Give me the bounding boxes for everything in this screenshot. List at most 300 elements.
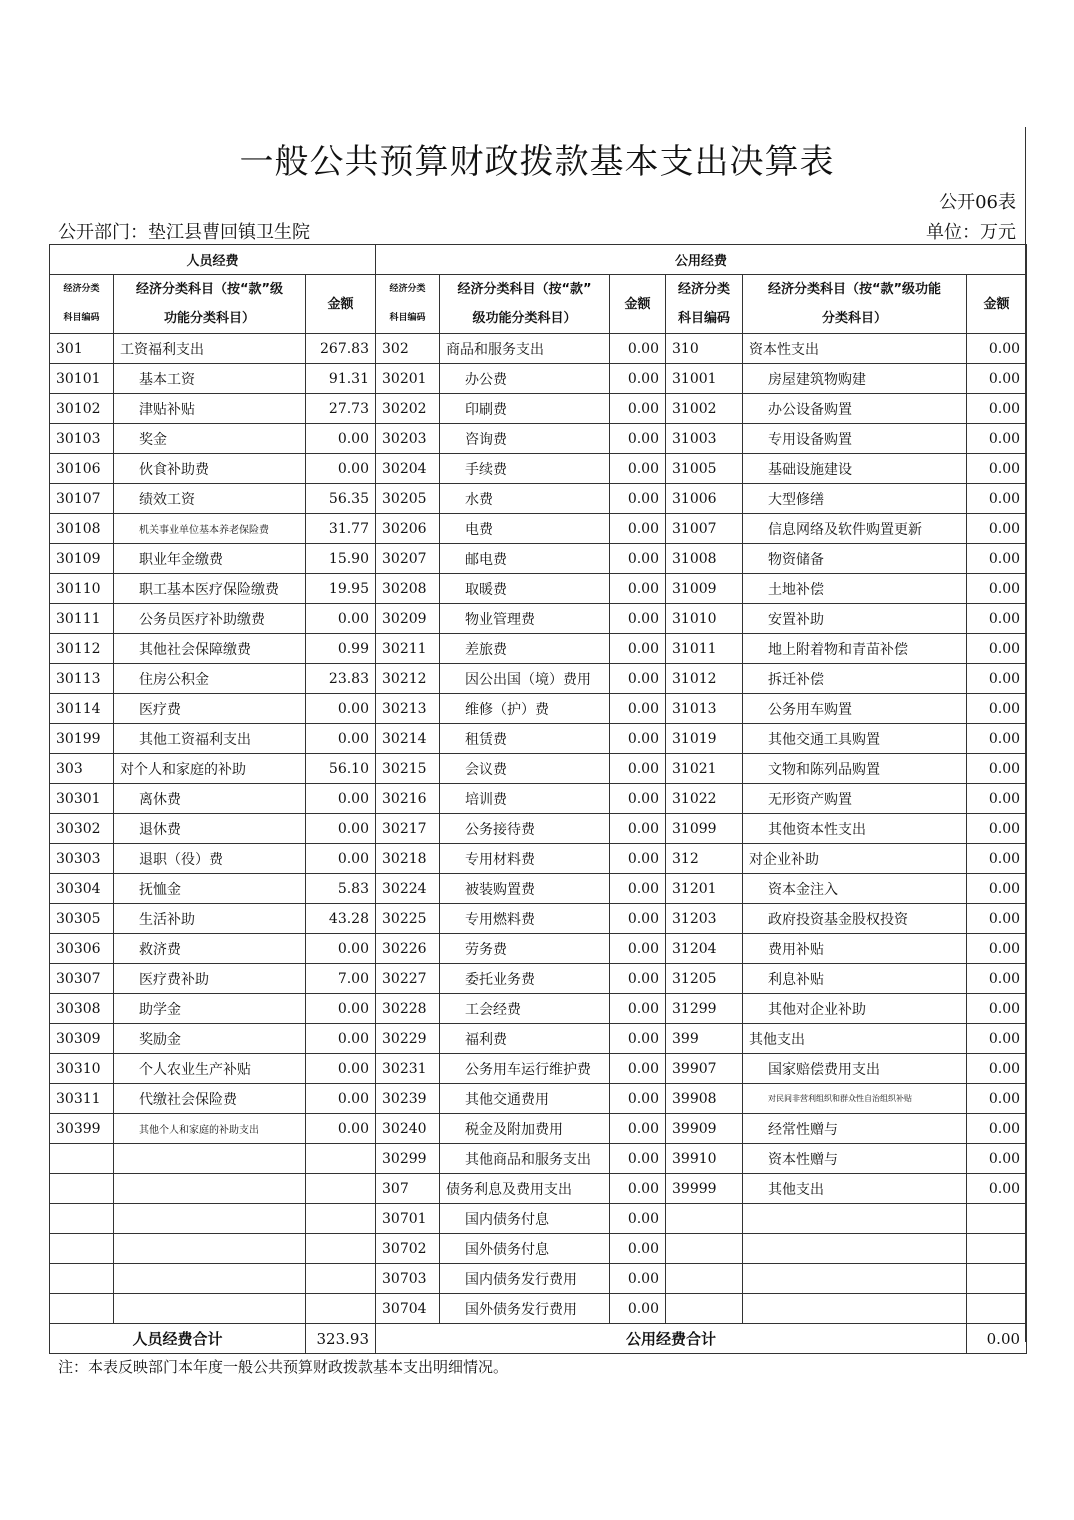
cell-amount: [306, 1264, 376, 1294]
cell-amount: 0.00: [967, 664, 1027, 694]
table-row: [50, 1114, 1027, 1144]
cell-name: 个人农业生产补贴: [114, 1054, 306, 1084]
cell-name: 取暖费: [440, 574, 610, 604]
cell-name: 退休费: [114, 814, 306, 844]
cell-code: 30103: [50, 424, 114, 454]
cell-name: 职工基本医疗保险缴费: [114, 574, 306, 604]
cell-code: 30107: [50, 484, 114, 514]
cell-amount: 0.00: [967, 1084, 1027, 1114]
cell-code: 30703: [376, 1264, 440, 1294]
cell-amount: 0.00: [610, 604, 666, 634]
cell-amount: 19.95: [306, 574, 376, 604]
table-row: [50, 1204, 1027, 1234]
cell-name: 工资福利支出: [114, 334, 306, 364]
cell-code: 30112: [50, 634, 114, 664]
cell-code: 30215: [376, 754, 440, 784]
cell-code: 31099: [666, 814, 743, 844]
cell-name: 绩效工资: [114, 484, 306, 514]
cell-code: 39908: [666, 1084, 743, 1114]
cell-name: [114, 1264, 306, 1294]
cell-code: 39999: [666, 1174, 743, 1204]
cell-amount: [306, 1174, 376, 1204]
cell-code: 31019: [666, 724, 743, 754]
cell-name: 其他交通工具购置: [743, 724, 967, 754]
cell-amount: 0.00: [610, 1084, 666, 1114]
cell-amount: 0.00: [967, 874, 1027, 904]
cell-amount: 0.00: [610, 634, 666, 664]
cell-amount: 0.00: [967, 334, 1027, 364]
cell-code: 30206: [376, 514, 440, 544]
cell-amount: 0.00: [610, 1174, 666, 1204]
cell-code: 30205: [376, 484, 440, 514]
cell-amount: 5.83: [306, 874, 376, 904]
cell-name: 公务接待费: [440, 814, 610, 844]
table-row: [50, 784, 1027, 814]
cell-amount: 23.83: [306, 664, 376, 694]
cell-code: [50, 1234, 114, 1264]
cell-amount: 0.00: [967, 394, 1027, 424]
cell-name: 水费: [440, 484, 610, 514]
table-row: [50, 364, 1027, 394]
cell-name: 差旅费: [440, 634, 610, 664]
cell-amount: 15.90: [306, 544, 376, 574]
cell-code: 301: [50, 334, 114, 364]
cell-name: 其他资本性支出: [743, 814, 967, 844]
cell-code: 30101: [50, 364, 114, 394]
cell-amount: 0.00: [306, 454, 376, 484]
cell-amount: 0.00: [610, 844, 666, 874]
table-row: [50, 874, 1027, 904]
cell-amount: 0.00: [306, 724, 376, 754]
cell-amount: 0.00: [610, 664, 666, 694]
cell-name: 其他个人和家庭的补助支出: [114, 1114, 306, 1144]
table-row: [50, 664, 1027, 694]
cell-code: 30202: [376, 394, 440, 424]
cell-code: 30201: [376, 364, 440, 394]
cell-amount: 0.00: [610, 754, 666, 784]
cell-amount: 0.00: [967, 1024, 1027, 1054]
cell-amount: 0.00: [967, 604, 1027, 634]
cell-name: 资本金注入: [743, 874, 967, 904]
cell-name: 信息网络及软件购置更新: [743, 514, 967, 544]
cell-amount: 0.00: [306, 424, 376, 454]
cell-name: 国外债务付息: [440, 1234, 610, 1264]
code-header: 经济分类 科目编码: [50, 275, 114, 334]
cell-name: 助学金: [114, 994, 306, 1024]
cell-code: 30228: [376, 994, 440, 1024]
cell-amount: 7.00: [306, 964, 376, 994]
cell-name: 大型修缮: [743, 484, 967, 514]
cell-code: 39907: [666, 1054, 743, 1084]
cell-name: 经常性赠与: [743, 1114, 967, 1144]
cell-name: 机关事业单位基本养老保险费: [114, 514, 306, 544]
cell-code: [50, 1204, 114, 1234]
cell-name: 其他工资福利支出: [114, 724, 306, 754]
cell-code: 30239: [376, 1084, 440, 1114]
cell-amount: 0.00: [967, 814, 1027, 844]
table-row: [50, 514, 1027, 544]
cell-amount: 91.31: [306, 364, 376, 394]
cell-name: 税金及附加费用: [440, 1114, 610, 1144]
table-row: [50, 964, 1027, 994]
cell-code: 30225: [376, 904, 440, 934]
name-header: 经济分类科目（按“款”级功能 分类科目）: [743, 275, 967, 334]
cell-amount: 0.00: [967, 1054, 1027, 1084]
code-header: 经济分类 科目编码: [666, 275, 743, 334]
cell-name: 住房公积金: [114, 664, 306, 694]
cell-code: 30305: [50, 904, 114, 934]
cell-amount: 0.00: [610, 1234, 666, 1264]
cell-code: [666, 1234, 743, 1264]
cell-name: 手续费: [440, 454, 610, 484]
cell-code: 31022: [666, 784, 743, 814]
cell-amount: 0.00: [610, 964, 666, 994]
cell-amount: 0.99: [306, 634, 376, 664]
cell-code: 31010: [666, 604, 743, 634]
cell-code: [50, 1174, 114, 1204]
cell-code: 30311: [50, 1084, 114, 1114]
cell-name: 劳务费: [440, 934, 610, 964]
cell-code: 31002: [666, 394, 743, 424]
cell-amount: [967, 1294, 1027, 1324]
cell-name: 委托业务费: [440, 964, 610, 994]
cell-name: 其他交通费用: [440, 1084, 610, 1114]
cell-name: 其他支出: [743, 1174, 967, 1204]
cell-amount: 0.00: [306, 604, 376, 634]
cell-amount: [967, 1204, 1027, 1234]
cell-code: 30203: [376, 424, 440, 454]
cell-name: [114, 1204, 306, 1234]
cell-code: 30702: [376, 1234, 440, 1264]
table-row: [50, 754, 1027, 784]
cell-code: 31013: [666, 694, 743, 724]
cell-code: 39909: [666, 1114, 743, 1144]
table-row: [50, 814, 1027, 844]
cell-amount: 0.00: [610, 1054, 666, 1084]
expenditure-table: [49, 244, 1027, 1354]
cell-amount: 0.00: [306, 814, 376, 844]
cell-name: 生活补助: [114, 904, 306, 934]
cell-amount: 0.00: [610, 364, 666, 394]
table-row: [50, 424, 1027, 454]
cell-amount: [967, 1264, 1027, 1294]
cell-name: 救济费: [114, 934, 306, 964]
table-row: [50, 1264, 1027, 1294]
cell-code: 31009: [666, 574, 743, 604]
cell-name: [743, 1204, 967, 1234]
cell-code: 31201: [666, 874, 743, 904]
cell-name: 对个人和家庭的补助: [114, 754, 306, 784]
cell-amount: 0.00: [306, 784, 376, 814]
cell-amount: [967, 1234, 1027, 1264]
code-header: 经济分类 科目编码: [376, 275, 440, 334]
cell-code: 30240: [376, 1114, 440, 1144]
cell-name: 办公设备购置: [743, 394, 967, 424]
amount-header: 金额: [610, 275, 666, 334]
cell-name: 工会经费: [440, 994, 610, 1024]
cell-code: 31007: [666, 514, 743, 544]
cell-name: 地上附着物和青苗补偿: [743, 634, 967, 664]
cell-amount: 0.00: [967, 364, 1027, 394]
cell-code: 39910: [666, 1144, 743, 1174]
cell-amount: 0.00: [610, 1264, 666, 1294]
table-row: [50, 334, 1027, 364]
cell-amount: 0.00: [610, 724, 666, 754]
cell-amount: 0.00: [610, 784, 666, 814]
cell-amount: 0.00: [967, 694, 1027, 724]
cell-code: 31299: [666, 994, 743, 1024]
cell-amount: 0.00: [610, 994, 666, 1024]
cell-code: 307: [376, 1174, 440, 1204]
cell-amount: [306, 1234, 376, 1264]
cell-amount: 0.00: [967, 904, 1027, 934]
cell-amount: 0.00: [967, 784, 1027, 814]
cell-code: 30114: [50, 694, 114, 724]
cell-code: 30299: [376, 1144, 440, 1174]
cell-name: 福利费: [440, 1024, 610, 1054]
cell-code: 30227: [376, 964, 440, 994]
table-row: [50, 1024, 1027, 1054]
cell-name: 其他支出: [743, 1024, 967, 1054]
cell-name: 租赁费: [440, 724, 610, 754]
table-row: [50, 574, 1027, 604]
cell-name: 伙食补助费: [114, 454, 306, 484]
personnel-total-amount: 323.93: [306, 1324, 376, 1354]
cell-amount: 0.00: [610, 814, 666, 844]
cell-code: 31008: [666, 544, 743, 574]
cell-amount: 56.35: [306, 484, 376, 514]
cell-code: 30208: [376, 574, 440, 604]
cell-code: 30109: [50, 544, 114, 574]
cell-code: 30231: [376, 1054, 440, 1084]
cell-name: 资本性赠与: [743, 1144, 967, 1174]
cell-name: [743, 1234, 967, 1264]
cell-amount: 0.00: [967, 454, 1027, 484]
table-row: [50, 604, 1027, 634]
name-header: 经济分类科目（按“款”级 功能分类科目）: [114, 275, 306, 334]
cell-code: 30302: [50, 814, 114, 844]
cell-name: 债务利息及费用支出: [440, 1174, 610, 1204]
cell-code: 30309: [50, 1024, 114, 1054]
cell-amount: 0.00: [306, 1024, 376, 1054]
cell-amount: 0.00: [306, 694, 376, 724]
cell-name: 电费: [440, 514, 610, 544]
cell-code: 30212: [376, 664, 440, 694]
cell-name: 利息补贴: [743, 964, 967, 994]
cell-amount: 0.00: [610, 694, 666, 724]
cell-code: 30207: [376, 544, 440, 574]
cell-name: 公务用车运行维护费: [440, 1054, 610, 1084]
cell-code: 30113: [50, 664, 114, 694]
table-row: [50, 544, 1027, 574]
cell-name: 公务员医疗补助缴费: [114, 604, 306, 634]
cell-amount: 0.00: [306, 934, 376, 964]
cell-code: 302: [376, 334, 440, 364]
cell-amount: 267.83: [306, 334, 376, 364]
cell-name: 对民间非营利组织和群众性自治组织补贴: [743, 1084, 967, 1114]
cell-name: 会议费: [440, 754, 610, 784]
cell-code: 31204: [666, 934, 743, 964]
cell-name: [114, 1144, 306, 1174]
cell-code: [666, 1204, 743, 1234]
cell-name: 离休费: [114, 784, 306, 814]
cell-name: 物资储备: [743, 544, 967, 574]
cell-code: 30399: [50, 1114, 114, 1144]
cell-amount: 56.10: [306, 754, 376, 784]
cell-name: 国外债务发行费用: [440, 1294, 610, 1324]
cell-amount: 0.00: [967, 634, 1027, 664]
public-group-header: 公用经费: [376, 245, 1027, 275]
amount-header: 金额: [967, 275, 1027, 334]
footnote: 注：本表反映部门本年度一般公共预算财政拨款基本支出明细情况。: [58, 1358, 509, 1376]
column-header-row: [50, 275, 1027, 334]
cell-amount: 0.00: [967, 754, 1027, 784]
form-code: 公开06表: [939, 192, 1016, 213]
cell-amount: 0.00: [967, 544, 1027, 574]
cell-amount: 0.00: [967, 424, 1027, 454]
cell-name: 抚恤金: [114, 874, 306, 904]
page-title: 一般公共预算财政拨款基本支出决算表: [239, 142, 835, 182]
cell-code: 30199: [50, 724, 114, 754]
cell-code: 30108: [50, 514, 114, 544]
cell-amount: 0.00: [610, 574, 666, 604]
cell-amount: 0.00: [610, 424, 666, 454]
cell-name: 无形资产购置: [743, 784, 967, 814]
cell-name: 对企业补助: [743, 844, 967, 874]
cell-amount: 0.00: [967, 574, 1027, 604]
personnel-group-header: 人员经费: [50, 245, 376, 275]
cell-code: 30213: [376, 694, 440, 724]
cell-name: 文物和陈列品购置: [743, 754, 967, 784]
cell-code: 30226: [376, 934, 440, 964]
cell-amount: 0.00: [610, 1294, 666, 1324]
cell-amount: 31.77: [306, 514, 376, 544]
table-row: [50, 694, 1027, 724]
cell-name: 基本工资: [114, 364, 306, 394]
amount-header: 金额: [306, 275, 376, 334]
table-row: [50, 844, 1027, 874]
table-row: [50, 634, 1027, 664]
cell-name: 资本性支出: [743, 334, 967, 364]
cell-name: [114, 1174, 306, 1204]
cell-name: 专用材料费: [440, 844, 610, 874]
table-row: [50, 1234, 1027, 1264]
cell-amount: 0.00: [610, 454, 666, 484]
cell-name: 政府投资基金股权投资: [743, 904, 967, 934]
cell-name: 其他社会保障缴费: [114, 634, 306, 664]
cell-code: [666, 1294, 743, 1324]
cell-name: 奖励金: [114, 1024, 306, 1054]
table-row: [50, 1144, 1027, 1174]
group-header-row: [50, 245, 1027, 275]
cell-name: [743, 1294, 967, 1324]
cell-code: 30216: [376, 784, 440, 814]
cell-amount: 0.00: [610, 1204, 666, 1234]
cell-name: 代缴社会保险费: [114, 1084, 306, 1114]
cell-amount: 0.00: [306, 1114, 376, 1144]
cell-code: 31012: [666, 664, 743, 694]
cell-code: 30306: [50, 934, 114, 964]
cell-name: 津贴补贴: [114, 394, 306, 424]
cell-name: 基础设施建设: [743, 454, 967, 484]
cell-amount: 0.00: [967, 724, 1027, 754]
cell-amount: 0.00: [967, 1114, 1027, 1144]
table-row: [50, 904, 1027, 934]
cell-amount: 43.28: [306, 904, 376, 934]
cell-code: 310: [666, 334, 743, 364]
table-row: [50, 484, 1027, 514]
cell-code: 30704: [376, 1294, 440, 1324]
cell-code: 30307: [50, 964, 114, 994]
cell-code: 31006: [666, 484, 743, 514]
personnel-total-label: 人员经费合计: [50, 1324, 306, 1354]
cell-name: 印刷费: [440, 394, 610, 424]
public-total-label: 公用经费合计: [376, 1324, 967, 1354]
cell-code: 399: [666, 1024, 743, 1054]
cell-name: 奖金: [114, 424, 306, 454]
cell-code: 30204: [376, 454, 440, 484]
cell-amount: [306, 1204, 376, 1234]
cell-name: 被装购置费: [440, 874, 610, 904]
cell-amount: 0.00: [610, 334, 666, 364]
cell-name: 其他对企业补助: [743, 994, 967, 1024]
cell-code: 303: [50, 754, 114, 784]
table-row: [50, 724, 1027, 754]
cell-code: 30217: [376, 814, 440, 844]
cell-name: 其他商品和服务支出: [440, 1144, 610, 1174]
cell-code: 30218: [376, 844, 440, 874]
cell-amount: 0.00: [306, 994, 376, 1024]
cell-name: 办公费: [440, 364, 610, 394]
table-row: [50, 1084, 1027, 1114]
cell-amount: 0.00: [967, 1174, 1027, 1204]
cell-code: 30102: [50, 394, 114, 424]
cell-amount: 0.00: [610, 1114, 666, 1144]
cell-name: 国内债务付息: [440, 1204, 610, 1234]
cell-code: [50, 1294, 114, 1324]
cell-name: 拆迁补偿: [743, 664, 967, 694]
table-row: [50, 1054, 1027, 1084]
cell-amount: [306, 1294, 376, 1324]
cell-amount: 0.00: [306, 1054, 376, 1084]
cell-name: 费用补贴: [743, 934, 967, 964]
cell-amount: 0.00: [306, 1084, 376, 1114]
unit-label: 单位：万元: [926, 222, 1016, 243]
cell-amount: 0.00: [967, 1144, 1027, 1174]
cell-amount: 0.00: [610, 484, 666, 514]
cell-code: 30310: [50, 1054, 114, 1084]
table-row: [50, 934, 1027, 964]
cell-amount: 0.00: [610, 514, 666, 544]
table-row: [50, 454, 1027, 484]
cell-amount: 0.00: [610, 394, 666, 424]
totals-row: [50, 1324, 1027, 1354]
cell-name: 国家赔偿费用支出: [743, 1054, 967, 1084]
cell-name: 职业年金缴费: [114, 544, 306, 574]
cell-code: 30304: [50, 874, 114, 904]
cell-name: 公务用车购置: [743, 694, 967, 724]
cell-code: 30111: [50, 604, 114, 634]
cell-name: 医疗费补助: [114, 964, 306, 994]
table-row: [50, 1294, 1027, 1324]
cell-amount: 0.00: [967, 934, 1027, 964]
cell-code: 31003: [666, 424, 743, 454]
cell-name: 土地补偿: [743, 574, 967, 604]
cell-amount: 0.00: [967, 844, 1027, 874]
cell-amount: 0.00: [610, 544, 666, 574]
cell-code: [50, 1264, 114, 1294]
cell-name: [114, 1234, 306, 1264]
